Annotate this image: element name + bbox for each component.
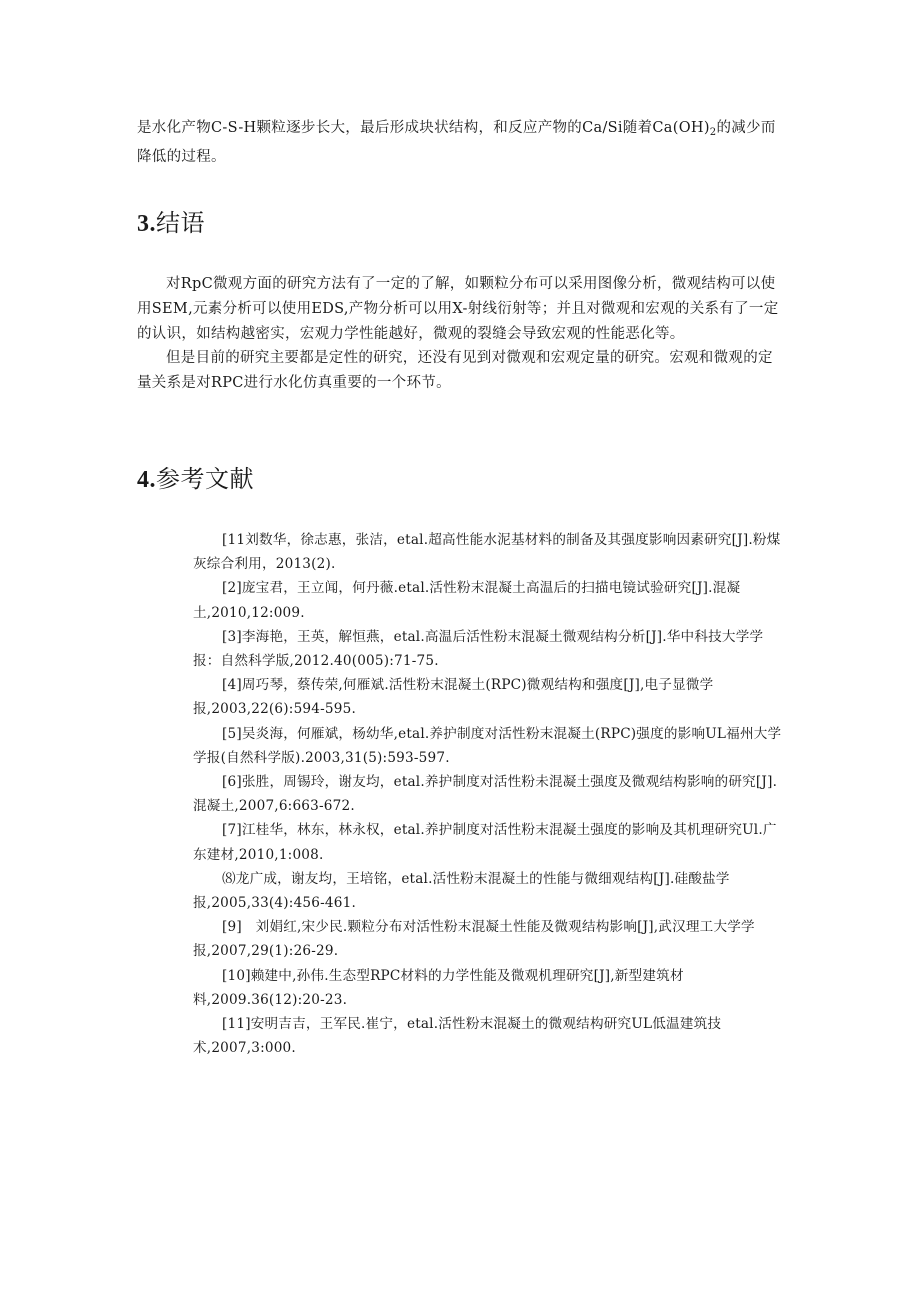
reference-list bbox=[193, 528, 785, 1060]
reference-item-10: [10]赖建中,孙伟.生态型RPC材料的力学性能及微观机理研究[J],新型建筑材料,2009.36(12):20-23. bbox=[193, 967, 684, 1008]
reference-item-7: [7]江桂华，林东，林永权，etal.养护制度对活性粉末混凝土强度的影响及其机理研究Ul.广东建材,2010,1:008. bbox=[193, 822, 777, 863]
section-3-number: 3. bbox=[137, 211, 156, 237]
intro-text-before: 是水化产物C-S-H颗粒逐步长大，最后形成块状结构，和反应产物的Ca/Si随着Ca(OH) bbox=[137, 120, 710, 136]
reference-item-2: [2]庞宝君，王立闻，何丹薇.etal.活性粉末混凝土高温后的扫描电镜试验研究[J].混凝土,2010,12:009. bbox=[193, 580, 741, 621]
reference-item-11: [11]安明吉吉，王军民.崔宁，etal.活性粉末混凝土的微观结构研究UL低温建筑技术,2007,3:000. bbox=[193, 1016, 722, 1057]
conclusion-paragraph-2-text: 但是目前的研究主要都是定性的研究，还没有见到对微观和宏观定量的研究。宏观和微观的定量关系是对RPC进行水化仿真重要的一个环节。 bbox=[137, 350, 773, 391]
reference-item-8: ⑻龙广成，谢友均，王培铭，etal.活性粉末混凝土的性能与微细观结构[J].硅酸盐学报,2005,33(4):456-461. bbox=[193, 870, 730, 912]
intro-text-after: 的减少而降低的过程。 bbox=[137, 120, 776, 165]
conclusion-paragraph-2 bbox=[137, 346, 785, 396]
conclusion-paragraph-1-text: 对RpC微观方面的研究方法有了一定的了解，如颗粒分布可以采用图像分析，微观结构可以使用SEM,元素分析可以使用EDS,产物分析可以用X-射线衍射等；并且对微观和宏观的关系有了一定的认识，如结构越密实，宏观力学性能越好，微观的裂缝会导致宏观的性能恶化等。 bbox=[137, 276, 779, 342]
reference-item-6: [6]张胜，周锡玲，谢友均，etal.养护制度对活性粉未混凝土强度及微观结构影响的研究[J].混凝土,2007,6:663-672. bbox=[193, 774, 778, 815]
section-4-number: 4. bbox=[137, 467, 156, 493]
section-3-title: 结语 bbox=[156, 209, 205, 237]
reference-item-4: [4]周巧琴，蔡传荣,何雁斌.活性粉末混凝土(RPC)微观结构和强度[J],电子显微学报,2003,22(6):594-595. bbox=[193, 677, 714, 718]
section-4-title: 参考文献 bbox=[156, 465, 254, 493]
intro-subscript: 2 bbox=[709, 127, 717, 138]
intro-paragraph bbox=[137, 116, 785, 170]
conclusion-paragraph-1 bbox=[137, 272, 785, 347]
section-3-heading bbox=[137, 203, 205, 238]
reference-item-5: [5]吴炎海，何雁斌，杨幼华,etal.养护制度对活性粉末混凝土(RPC)强度的影响UL福州大学学报(自然科学版).2003,31(5):593-597. bbox=[193, 725, 782, 766]
reference-item-9: [9] 刘娟红,宋少民.颗粒分布对活性粉末混凝土性能及微观结构影响[J],武汉理工大学学报,2007,29(1):26-29. bbox=[193, 919, 755, 960]
reference-item-1: [11刘数华，徐志惠，张洁，etal.超高性能水泥基材料的制备及其强度影响因素研究[J].粉煤灰综合利用，2013(2). bbox=[193, 532, 781, 573]
reference-item-3: [3]李海艳，王英，解恒燕，etal.高温后活性粉末混凝土微观结构分析[J].华中科技大学学报：自然科学版,2012.40(005):71-75. bbox=[193, 628, 764, 670]
section-4-heading bbox=[137, 459, 254, 494]
